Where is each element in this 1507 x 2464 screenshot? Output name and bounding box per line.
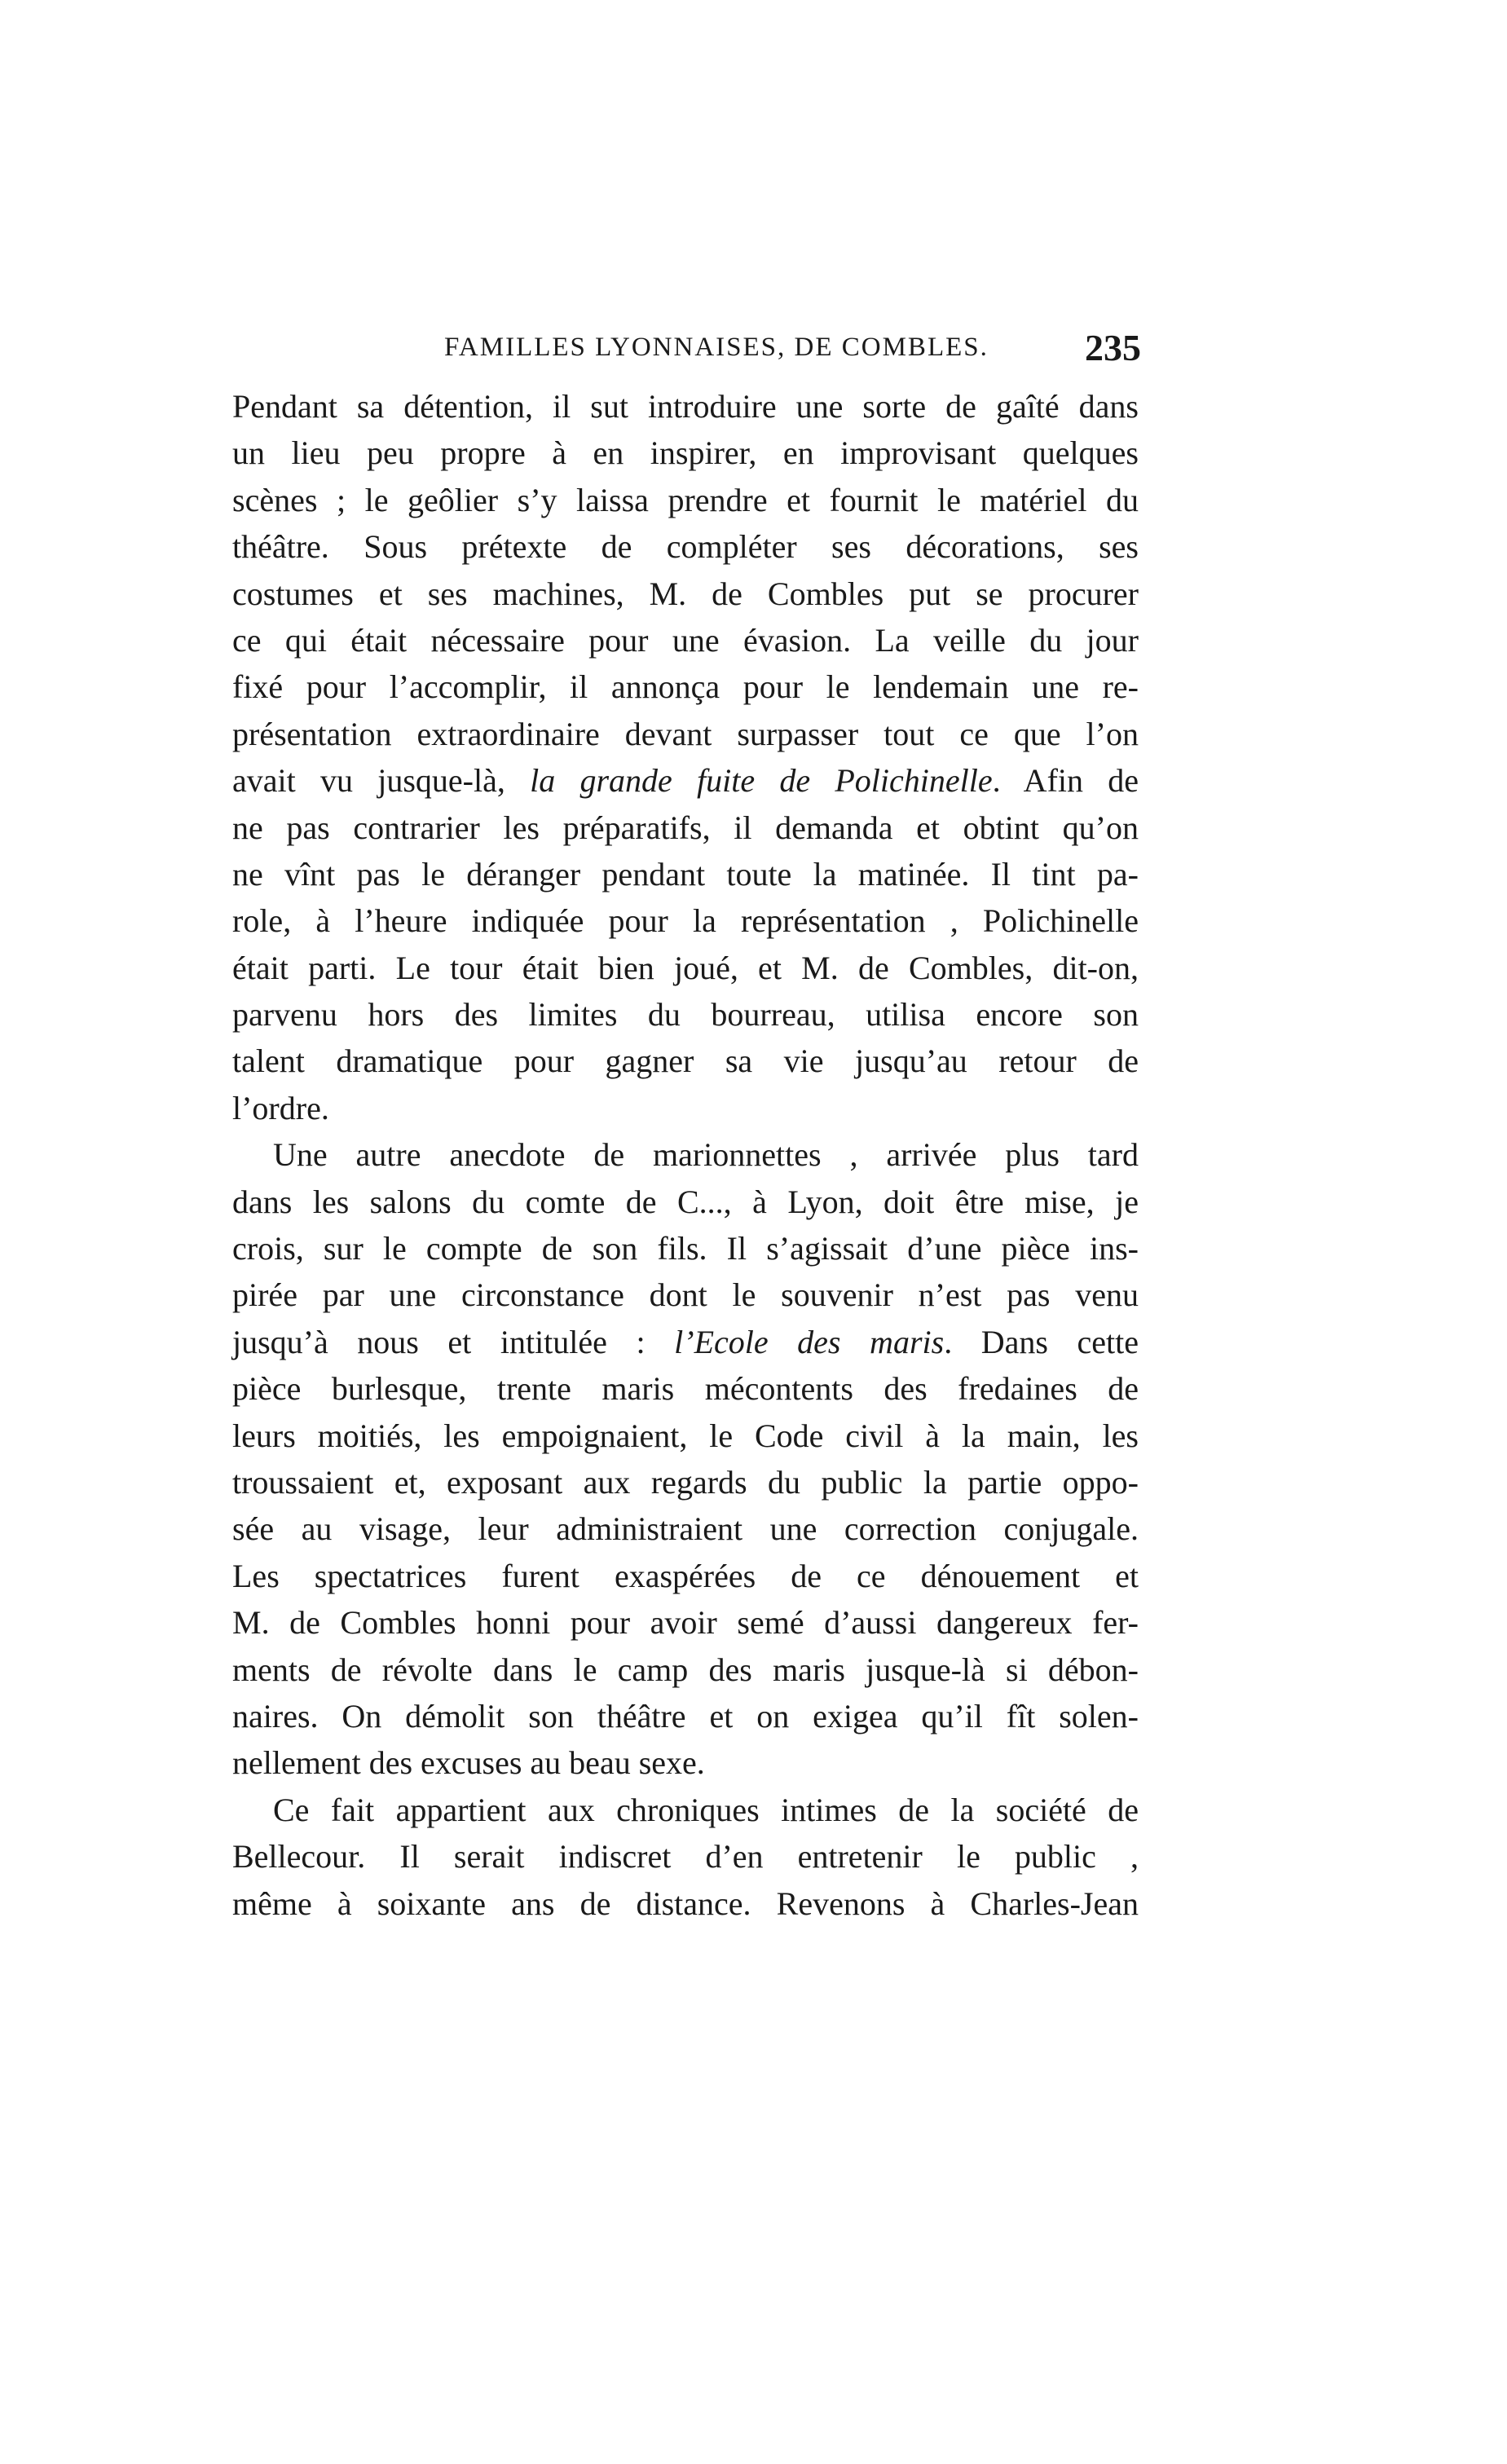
text-line: fixé pour l’accomplir, il annonça pour le lendemain une re-	[232, 668, 1139, 706]
text-line: sée au visage, leur administraient une correction conjugale.	[232, 1510, 1139, 1548]
text-line: dans les salons du comte de C..., à Lyon, doit être mise, je	[232, 1183, 1139, 1220]
text-line: pirée par une circonstance dont le souvenir n’est pas venu	[232, 1276, 1139, 1314]
running-title: FAMILLES LYONNAISES, DE COMBLES.	[444, 333, 989, 362]
text-line: scènes ; le geôlier s’y laissa prendre et fournit le matériel du	[232, 481, 1139, 518]
text-line: Pendant sa détention, il sut introduire une sorte de gaîté dans	[232, 388, 1139, 425]
text-segment: . Afin de	[992, 762, 1139, 800]
italic-title: la grande fuite de Polichinelle	[530, 762, 993, 800]
text-line: un lieu peu propre à en inspirer, en improvisant quelques	[232, 434, 1139, 472]
text-line: Bellecour. Il serait indiscret d’en entretenir le public ,	[232, 1838, 1139, 1876]
text-line: théâtre. Sous prétexte de compléter ses décorations, ses	[232, 528, 1139, 566]
text-line: Les spectatrices furent exaspérées de ce dénouement et	[232, 1557, 1139, 1594]
text-segment: avait vu jusque-là,	[232, 762, 531, 800]
text-line: role, à l’heure indiquée pour la représentation , Polichinelle	[232, 902, 1139, 940]
running-head	[236, 326, 1141, 375]
text-line: leurs moitiés, les empoignaient, le Code civil à la main, les	[232, 1417, 1139, 1454]
text-line: costumes et ses machines, M. de Combles put se procurer	[232, 575, 1139, 612]
text-line: pièce burlesque, trente maris mécontents des fredaines de	[232, 1370, 1139, 1408]
text-line: Une autre anecdote de marionnettes , arrivée plus tard	[273, 1136, 1139, 1174]
text-line	[232, 1319, 1139, 1365]
text-segment: jusqu’à nous et intitulée :	[232, 1323, 675, 1360]
text-line	[232, 757, 1139, 804]
text-line: Ce fait appartient aux chroniques intimes de la société de	[273, 1791, 1139, 1828]
text-line: nellement des excuses au beau sexe.	[232, 1744, 705, 1782]
text-line: était parti. Le tour était bien joué, et M. de Combles, dit-on,	[232, 949, 1139, 986]
text-line: l’ordre.	[232, 1089, 329, 1126]
text-line: M. de Combles honni pour avoir semé d’aussi dangereux fer-	[232, 1604, 1139, 1642]
text-line: ce qui était nécessaire pour une évasion. La veille du jour	[232, 621, 1139, 659]
text-line: crois, sur le compte de son fils. Il s’agissait d’une pièce ins-	[232, 1230, 1139, 1267]
body-text	[232, 383, 1139, 1927]
text-line: ments de révolte dans le camp des maris jusque-là si débon-	[232, 1651, 1139, 1688]
text-line: troussaient et, exposant aux regards du public la partie oppo-	[232, 1463, 1139, 1501]
text-line: naires. On démolit son théâtre et on exigea qu’il fît solen-	[232, 1697, 1139, 1734]
page-number: 235	[1085, 327, 1141, 368]
text-segment: . Dans cette	[944, 1323, 1139, 1360]
text-line: talent dramatique pour gagner sa vie jusqu’au retour de	[232, 1042, 1139, 1080]
text-line: ne pas contrarier les préparatifs, il demanda et obtint qu’on	[232, 809, 1139, 846]
text-line: même à soixante ans de distance. Revenons à Charles-Jean	[232, 1884, 1139, 1922]
text-line: parvenu hors des limites du bourreau, utilisa encore son	[232, 996, 1139, 1034]
italic-title: l’Ecole des maris	[674, 1323, 945, 1360]
text-line: ne vînt pas le déranger pendant toute la matinée. Il tint pa-	[232, 855, 1139, 893]
text-line: présentation extraordinaire devant surpasser tout ce que l’on	[232, 715, 1139, 752]
